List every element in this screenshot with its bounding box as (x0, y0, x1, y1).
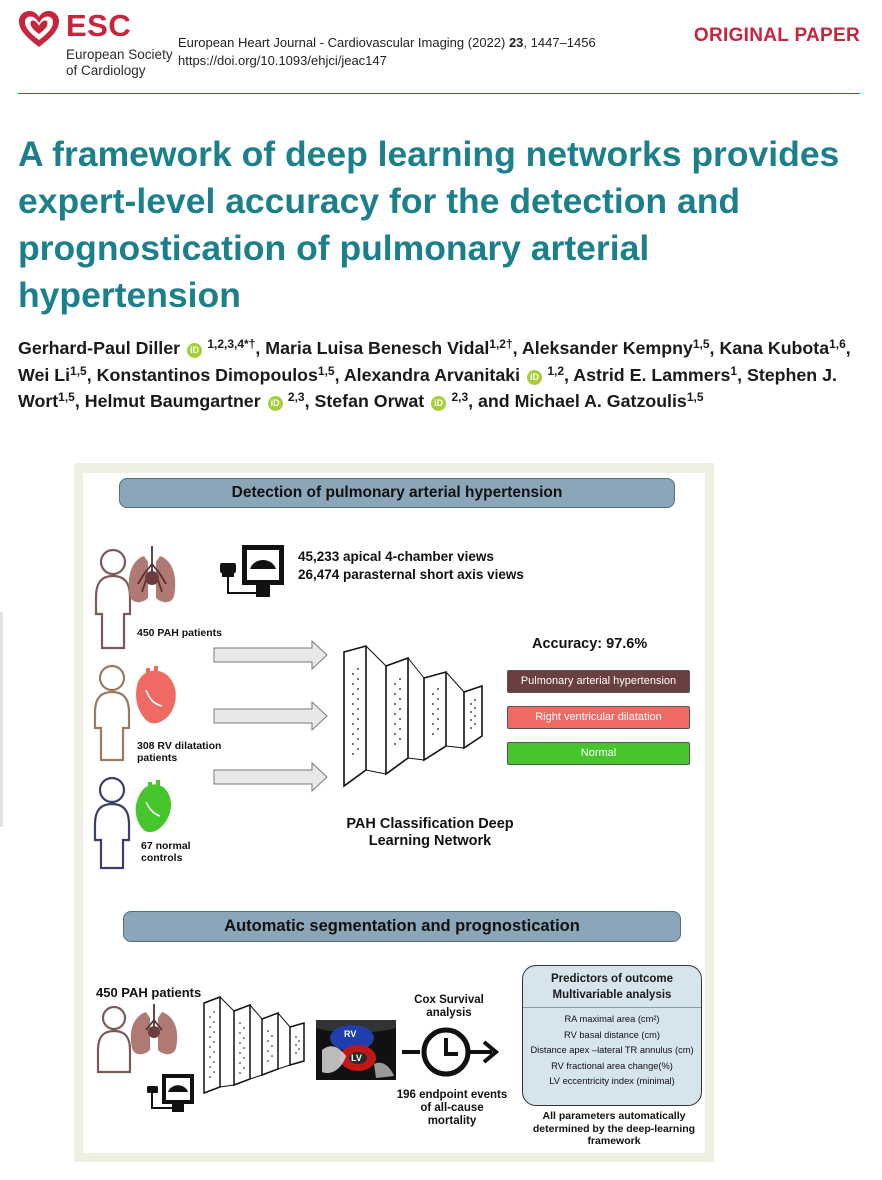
segmentation-network-icon (200, 995, 314, 1095)
paper-title: A framework of deep learning networks provides expert-level accuracy for the detection and prognostication of pulmonary arterial hypertension (18, 134, 840, 315)
orcid-icon[interactable]: iD (431, 396, 446, 411)
classification-network-icon (340, 644, 500, 790)
predictor-item: RA maximal area (cm²) (564, 1014, 660, 1024)
author-name: Maria Luisa Benesch Vidal (265, 338, 490, 358)
detection-section-title: Detection of pulmonary arterial hypertension (119, 478, 675, 508)
author-name: Gerhard-Paul Diller (18, 338, 181, 358)
author-name: Michael A. Gatzoulis (514, 391, 687, 411)
arrow-normal (214, 763, 327, 791)
network-layer-4 (464, 686, 482, 748)
author-name: Aleksander Kempny (521, 338, 693, 358)
seg-layer-1 (204, 997, 220, 1093)
author-separator: , (512, 338, 522, 358)
author-separator: , (74, 391, 85, 411)
author-separator: , and (468, 391, 515, 411)
author-name: Konstantinos Dimopoulos (96, 364, 318, 385)
author-affiliation: 1,5 (58, 390, 75, 404)
arrow-rv (214, 702, 327, 730)
society-name: European Society of Cardiology (66, 47, 173, 78)
seg-layer-3 (262, 1013, 278, 1075)
author-name: Wei Li (18, 364, 71, 385)
seg-layer-4 (290, 1023, 304, 1065)
cox-analysis-label: Cox Survival analysis (414, 994, 484, 1019)
author-name: Astrid E. Lammers (573, 364, 731, 385)
network-layer-2 (386, 658, 408, 774)
group3-label: 67 normal controls (141, 840, 191, 864)
author-separator: , (86, 364, 97, 385)
result-rv-dilatation-box: Right ventricular dilatation (507, 706, 690, 729)
result-pah-box: Pulmonary arterial hypertension (507, 670, 690, 693)
author-separator: , (737, 364, 747, 385)
predictor-item: LV eccentricity index (minimal) (549, 1076, 675, 1086)
echo-segmentation-image (316, 1020, 396, 1080)
ultrasound-machine-icon (216, 543, 288, 601)
group1-label: 450 PAH patients (137, 627, 222, 639)
orcid-icon[interactable]: iD (527, 370, 542, 385)
author-affiliation: 1,5 (686, 390, 704, 404)
author-affiliation: 1,2† (489, 337, 513, 351)
author-affiliation: 1,5 (70, 363, 87, 378)
author-affiliation: 1,5 (692, 337, 710, 351)
author-separator: , (334, 364, 344, 385)
network-layer-3 (424, 672, 446, 760)
predictor-item: RV basal distance (cm) (564, 1029, 660, 1040)
author-affiliation: 1 (730, 363, 738, 378)
author-separator: , (255, 338, 266, 358)
orcid-icon[interactable]: iD (268, 396, 283, 411)
endpoint-events-label: 196 endpoint events of all-cause mortality (396, 1089, 508, 1127)
input-arrows (212, 640, 330, 800)
author-name: Alexandra Arvanitaki (343, 364, 521, 385)
seg-layer-2 (234, 1005, 250, 1085)
author-affiliation: 1,2 (544, 363, 565, 378)
predictors-list (523, 1012, 701, 1090)
author-affiliation: 2,3 (448, 390, 469, 404)
author-separator: , (845, 338, 851, 358)
views-count-apical: 45,233 apical 4-chamber views (298, 549, 494, 564)
esc-heart-logo-icon (18, 10, 60, 50)
accuracy-label: Accuracy: 97.6% (532, 636, 648, 652)
journal-citation: European Heart Journal - Cardiovascular Imaging (2022) 23, 1447–1456 (178, 35, 596, 50)
author-affiliation: 1,2,3,4*† (204, 337, 256, 351)
predictor-item: Distance apex –lateral TR annulus (cm) (530, 1045, 694, 1055)
network-label: PAH Classification Deep Learning Network (346, 816, 514, 849)
doi-link[interactable]: https://doi.org/10.1093/ehjci/jeac147 (178, 53, 387, 68)
header-divider (18, 93, 860, 94)
author-affiliation: 1,6 (829, 337, 846, 351)
result-normal-box: Normal (507, 742, 690, 765)
rv-label: RV (344, 1029, 357, 1039)
lv-label: LV (351, 1053, 362, 1063)
clock-arrow-icon (400, 1024, 504, 1080)
group2-label: 308 RV dilatation patients (137, 740, 222, 764)
prognosis-ultrasound-icon (146, 1072, 196, 1114)
author-affiliation: 1,5 (317, 363, 335, 378)
author-name: Stefan Orwat (314, 391, 425, 411)
author-separator: , (709, 338, 720, 358)
predictor-item: RV fractional area change(%) (551, 1060, 673, 1071)
prognosis-section-title: Automatic segmentation and prognostication (123, 911, 681, 942)
author-name: Stephen J. Wort (18, 364, 837, 411)
automation-note: All parameters automatically determined by the deep-learning framework (532, 1110, 696, 1147)
predictors-box (522, 965, 702, 1106)
author-list (18, 335, 864, 415)
arrow-pah (214, 641, 327, 669)
society-abbreviation: ESC (66, 8, 132, 43)
author-name: Helmut Baumgartner (84, 391, 261, 411)
network-layer-1 (344, 646, 366, 786)
prognosis-patient-lungs-icon (92, 1002, 188, 1074)
article-type-label: ORIGINAL PAPER (693, 25, 860, 46)
orcid-icon[interactable]: iD (187, 343, 202, 358)
views-count-parasternal: 26,474 parasternal short axis views (298, 567, 524, 582)
author-separator: , (564, 364, 574, 385)
page-edge-shadow (0, 612, 3, 827)
author-separator: , (304, 391, 315, 411)
author-name: Kana Kubota (719, 338, 830, 358)
prognosis-patients-label: 450 PAH patients (96, 985, 202, 1000)
predictors-title: Predictors of outcome Multivariable analysis (523, 966, 701, 1008)
author-affiliation: 2,3 (284, 390, 305, 404)
